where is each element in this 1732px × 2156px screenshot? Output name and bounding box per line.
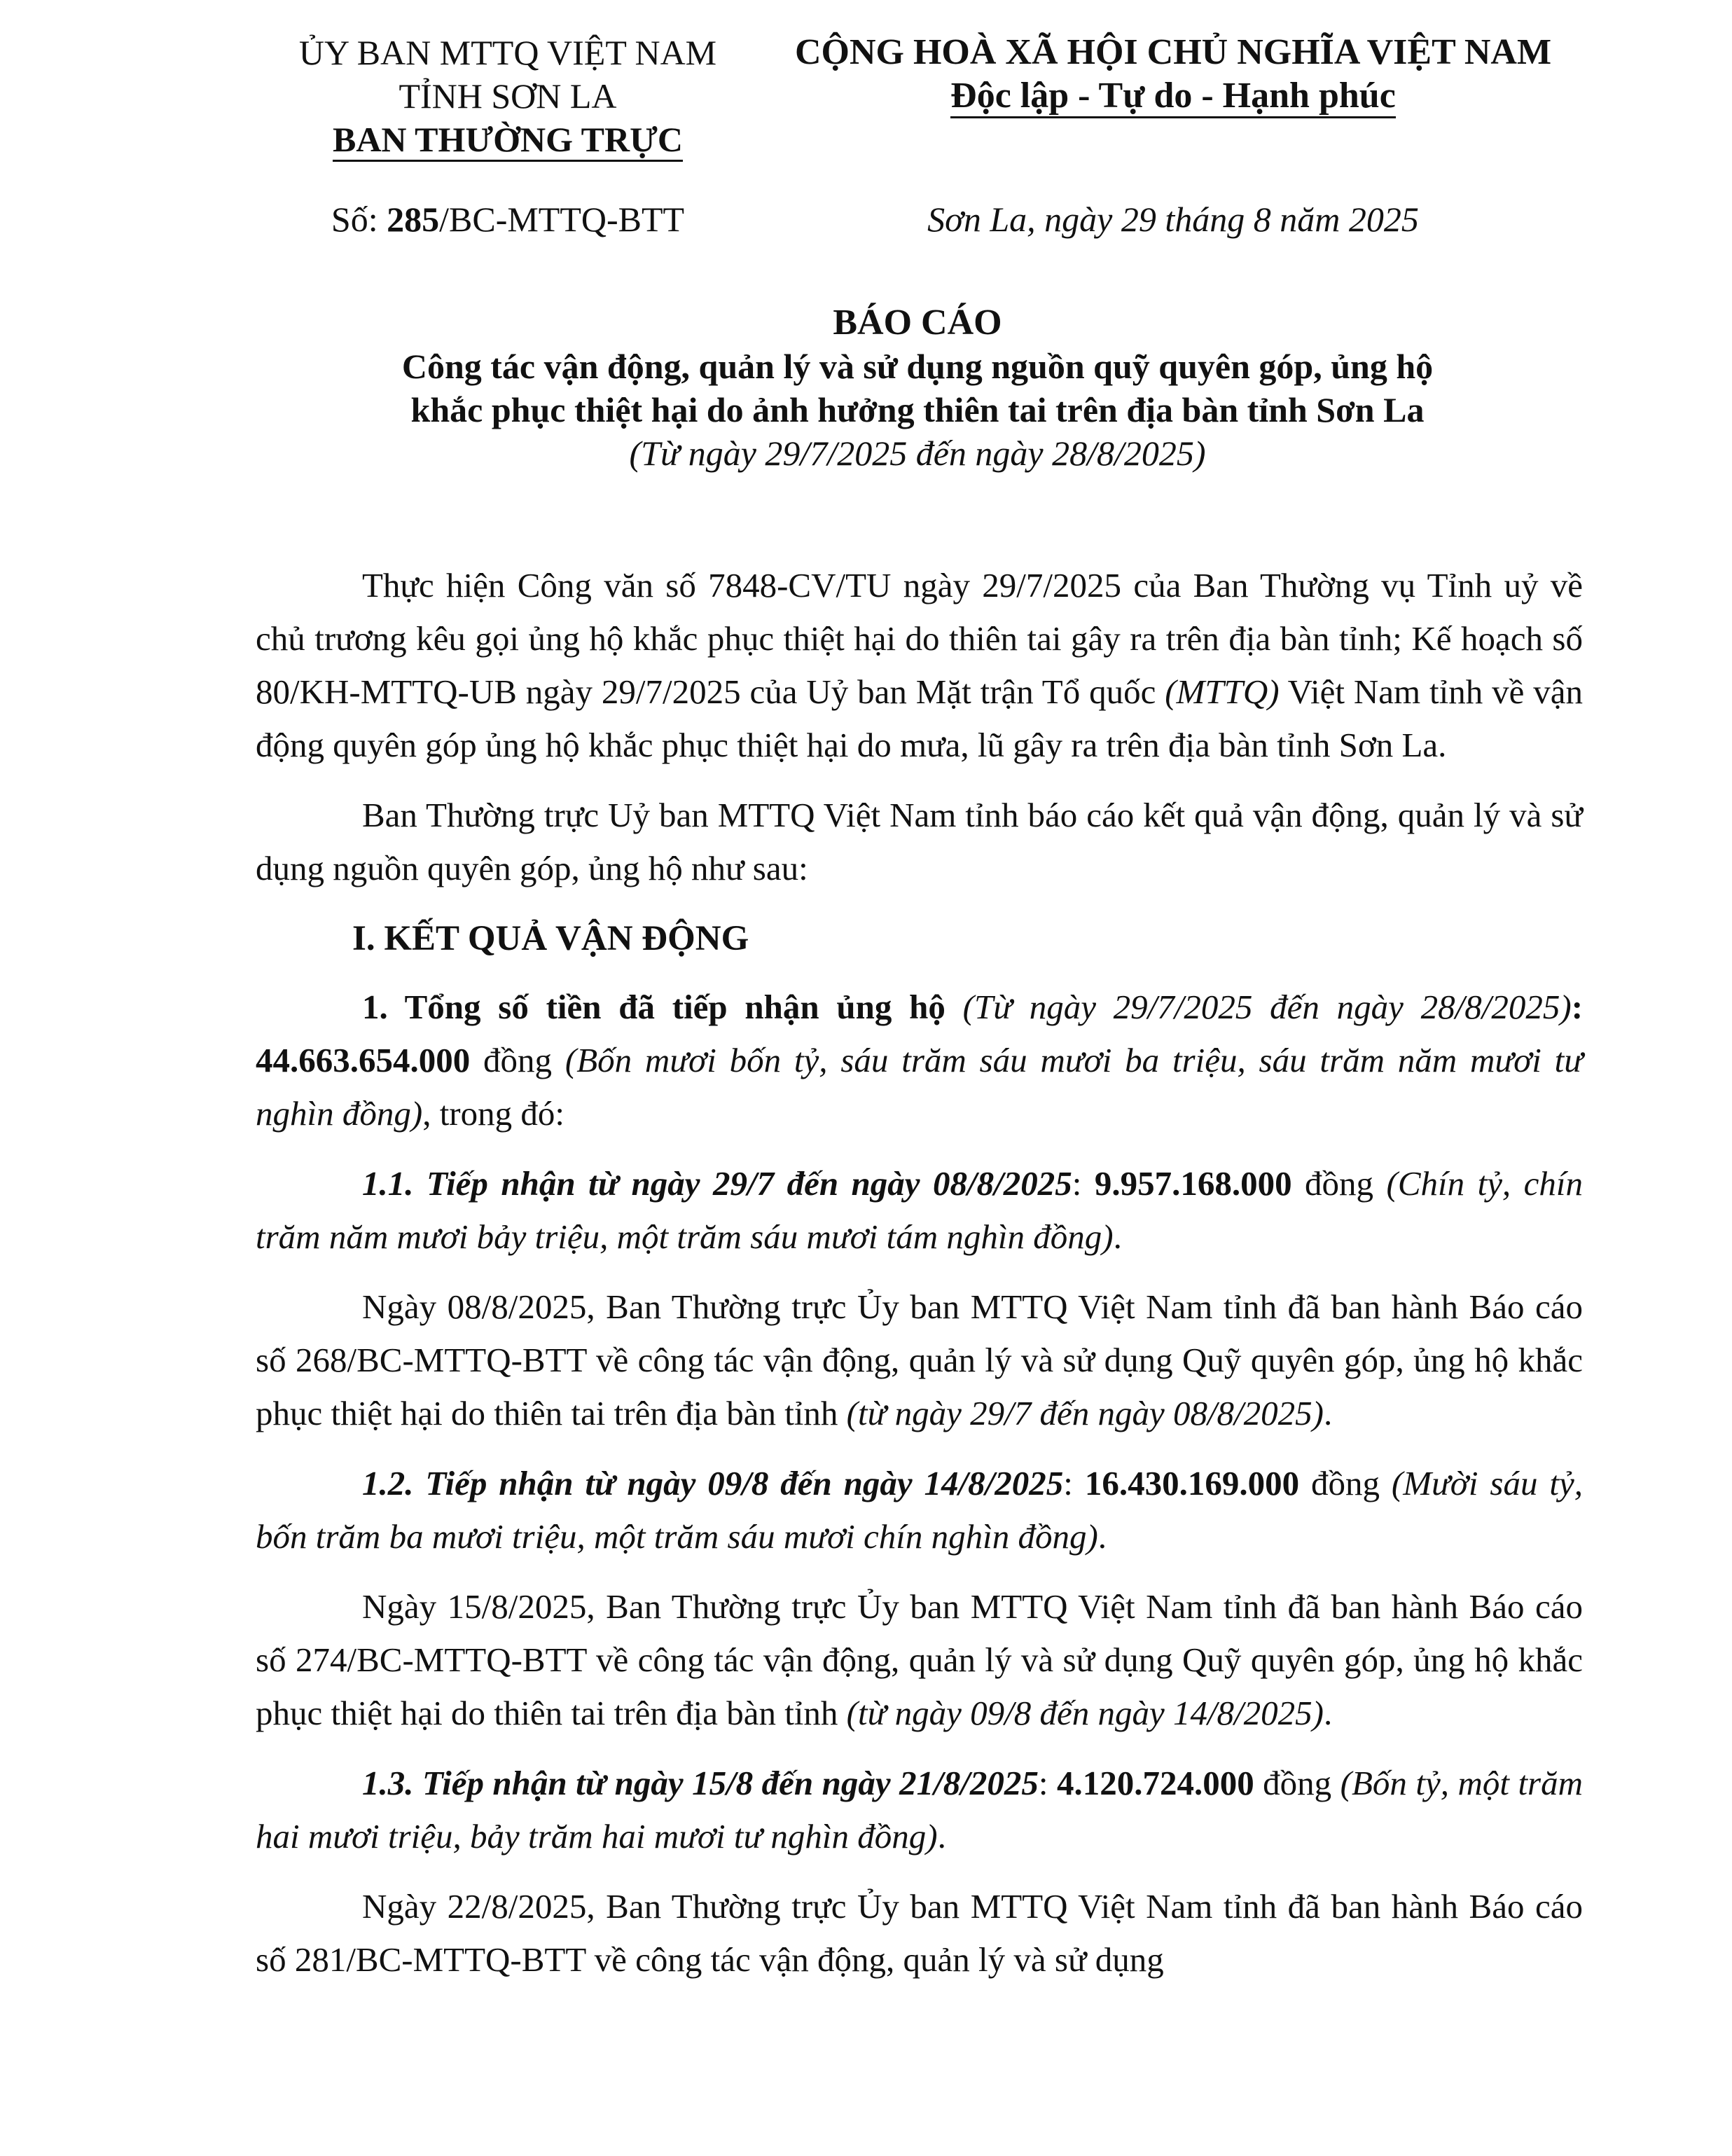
document-type: BÁO CÁO <box>833 303 1002 343</box>
total-received-paragraph <box>256 981 1583 1140</box>
item-1-1 <box>256 1157 1583 1264</box>
item-1-3-dot: . <box>937 1817 946 1856</box>
item-1-2-note-text: Ngày 15/8/2025, Ban Thường trực Ủy ban MTTQ Việt Nam tỉnh đã ban hành Báo cáo số 274/BC-MTTQ-BTT về công tác vận động, quản lý và sử dụng Quỹ quyên góp, ủng hộ khắc phục thiệt hại do thiên tai trên địa bàn tỉnh <box>256 1587 1583 1732</box>
item-1-1-note-dot: . <box>1323 1394 1333 1432</box>
item-1-2-words: (Mười sáu tỷ, bốn trăm ba mươi triệu, một trăm sáu mươi chín nghìn đồng) <box>256 1464 1584 1556</box>
item-1-2-amount: 16.430.169.000 <box>1084 1464 1300 1502</box>
intro-abbrev: (MTTQ) <box>1165 672 1280 711</box>
item-1-2-colon: : <box>1063 1464 1085 1502</box>
item-1-2-note-period: (từ ngày 09/8 đến ngày 14/8/2025) <box>846 1694 1324 1732</box>
item-1-1-words: (Chín tỷ, chín trăm năm mươi bảy triệu, một trăm sáu mươi tám nghìn đồng) <box>256 1164 1584 1256</box>
item-1-1-note <box>256 1280 1583 1440</box>
item-1-2-note <box>256 1580 1583 1740</box>
issuing-organization <box>270 31 746 162</box>
org-line-1: ỦY BAN MTTQ VIỆT NAM <box>298 33 717 72</box>
report-title <box>231 301 1604 475</box>
doc-number-prefix: Số: <box>331 200 387 239</box>
doc-number-suffix: /BC-MTTQ-BTT <box>439 200 685 239</box>
total-amount-words: (Bốn mươi bốn tỷ, sáu trăm sáu mươi ba triệu, sáu trăm năm mươi tư nghìn đồng) <box>256 1041 1584 1133</box>
total-tail: , trong đó: <box>422 1094 564 1133</box>
document-body <box>256 559 1583 2003</box>
item-1-2 <box>256 1457 1583 1563</box>
total-colon: : <box>1571 988 1584 1026</box>
item-1-1-label: 1.1. Tiếp nhận từ ngày 29/7 đến ngày 08/8/2025 <box>362 1164 1072 1203</box>
item-1-2-label: 1.2. Tiếp nhận từ ngày 09/8 đến ngày 14/8/2025 <box>362 1464 1064 1502</box>
place-date: Sơn La, ngày 29 tháng 8 năm 2025 <box>927 200 1419 239</box>
item-1-3-amount: 4.120.724.000 <box>1056 1764 1254 1802</box>
item-1-3-note: Ngày 22/8/2025, Ban Thường trực Ủy ban MTTQ Việt Nam tỉnh đã ban hành Báo cáo số 281/BC-MTTQ-BTT về công tác vận động, quản lý và sử dụng <box>256 1887 1583 1979</box>
document-number <box>270 199 746 240</box>
item-1-1-note-text: Ngày 08/8/2025, Ban Thường trực Ủy ban MTTQ Việt Nam tỉnh đã ban hành Báo cáo số 268/BC-MTTQ-BTT về công tác vận động, quản lý và sử dụng Quỹ quyên góp, ủng hộ khắc phục thiệt hại do thiên tai trên địa bàn tỉnh <box>256 1287 1583 1432</box>
item-1-1-amount: 9.957.168.000 <box>1094 1164 1292 1203</box>
item-1-1-colon: : <box>1072 1164 1095 1203</box>
item-1-1-note-period: (từ ngày 29/7 đến ngày 08/8/2025) <box>846 1394 1324 1432</box>
item-1-3-words: (Bốn tỷ, một trăm hai mươi triệu, bảy trăm hai mươi tư nghìn đồng) <box>256 1764 1584 1856</box>
item-1-2-unit: đồng <box>1299 1464 1380 1502</box>
nation-name: CỘNG HOÀ XÃ HỘI CHỦ NGHĨA VIỆT NAM <box>794 32 1552 72</box>
intro-text-a: Thực hiện Công văn số 7848-CV/TU ngày 29/7/2025 của Ban Thường vụ Tỉnh uỷ về chủ trương kêu gọi ủng hộ khắc phục thiệt hại do thiên tai gây ra trên địa bàn tỉnh; Kế hoạch số 80/KH-MTTQ-UB ngày 29/7/2025 của Uỷ ban Mặt trận Tổ quốc <box>256 566 1583 711</box>
item-1-2-dot: . <box>1097 1517 1107 1556</box>
item-1-1-unit: đồng <box>1291 1164 1374 1203</box>
item-1-3 <box>256 1757 1583 1863</box>
subject-line-2: khắc phục thiệt hại do ảnh hưởng thiên tai trên địa bàn tỉnh Sơn La <box>410 390 1425 429</box>
intro-text-c: Việt Nam tỉnh về vận động quyên góp ủng hộ khắc phục thiệt hại do mưa, lũ gây ra trên địa bàn tỉnh Sơn La. <box>256 672 1583 764</box>
org-line-2: TỈNH SƠN LA <box>399 76 617 116</box>
item-1-3-colon: : <box>1038 1764 1057 1802</box>
total-amount: 44.663.654.000 <box>256 1041 471 1079</box>
item-1-2-note-dot: . <box>1323 1694 1333 1732</box>
total-period: (Từ ngày 29/7/2025 đến ngày 28/8/2025) <box>945 988 1572 1026</box>
section-heading: I. KẾT QUẢ VẬN ĐỘNG <box>352 919 749 958</box>
report-period: (Từ ngày 29/7/2025 đến ngày 28/8/2025) <box>629 434 1206 473</box>
total-unit: đồng <box>470 1041 565 1079</box>
doc-number-value: 285 <box>387 200 440 239</box>
intro-paragraph-2: Ban Thường trực Uỷ ban MTTQ Việt Nam tỉnh báo cáo kết quả vận động, quản lý và sử dụng nguồn quyên góp, ủng hộ như sau: <box>256 796 1583 887</box>
subject-line-1: Công tác vận động, quản lý và sử dụng nguồn quỹ quyên góp, ủng hộ <box>401 347 1434 386</box>
national-heading <box>756 31 1590 118</box>
item-1-3-unit: đồng <box>1254 1764 1332 1802</box>
total-label: 1. Tổng số tiền đã tiếp nhận ủng hộ <box>362 988 945 1026</box>
national-motto: Độc lập - Tự do - Hạnh phúc <box>950 76 1396 118</box>
org-unit: BAN THƯỜNG TRỰC <box>333 119 683 162</box>
item-1-3-label: 1.3. Tiếp nhận từ ngày 15/8 đến ngày 21/8/2025 <box>362 1764 1039 1802</box>
intro-paragraph <box>256 559 1583 772</box>
item-1-1-dot: . <box>1113 1217 1122 1256</box>
